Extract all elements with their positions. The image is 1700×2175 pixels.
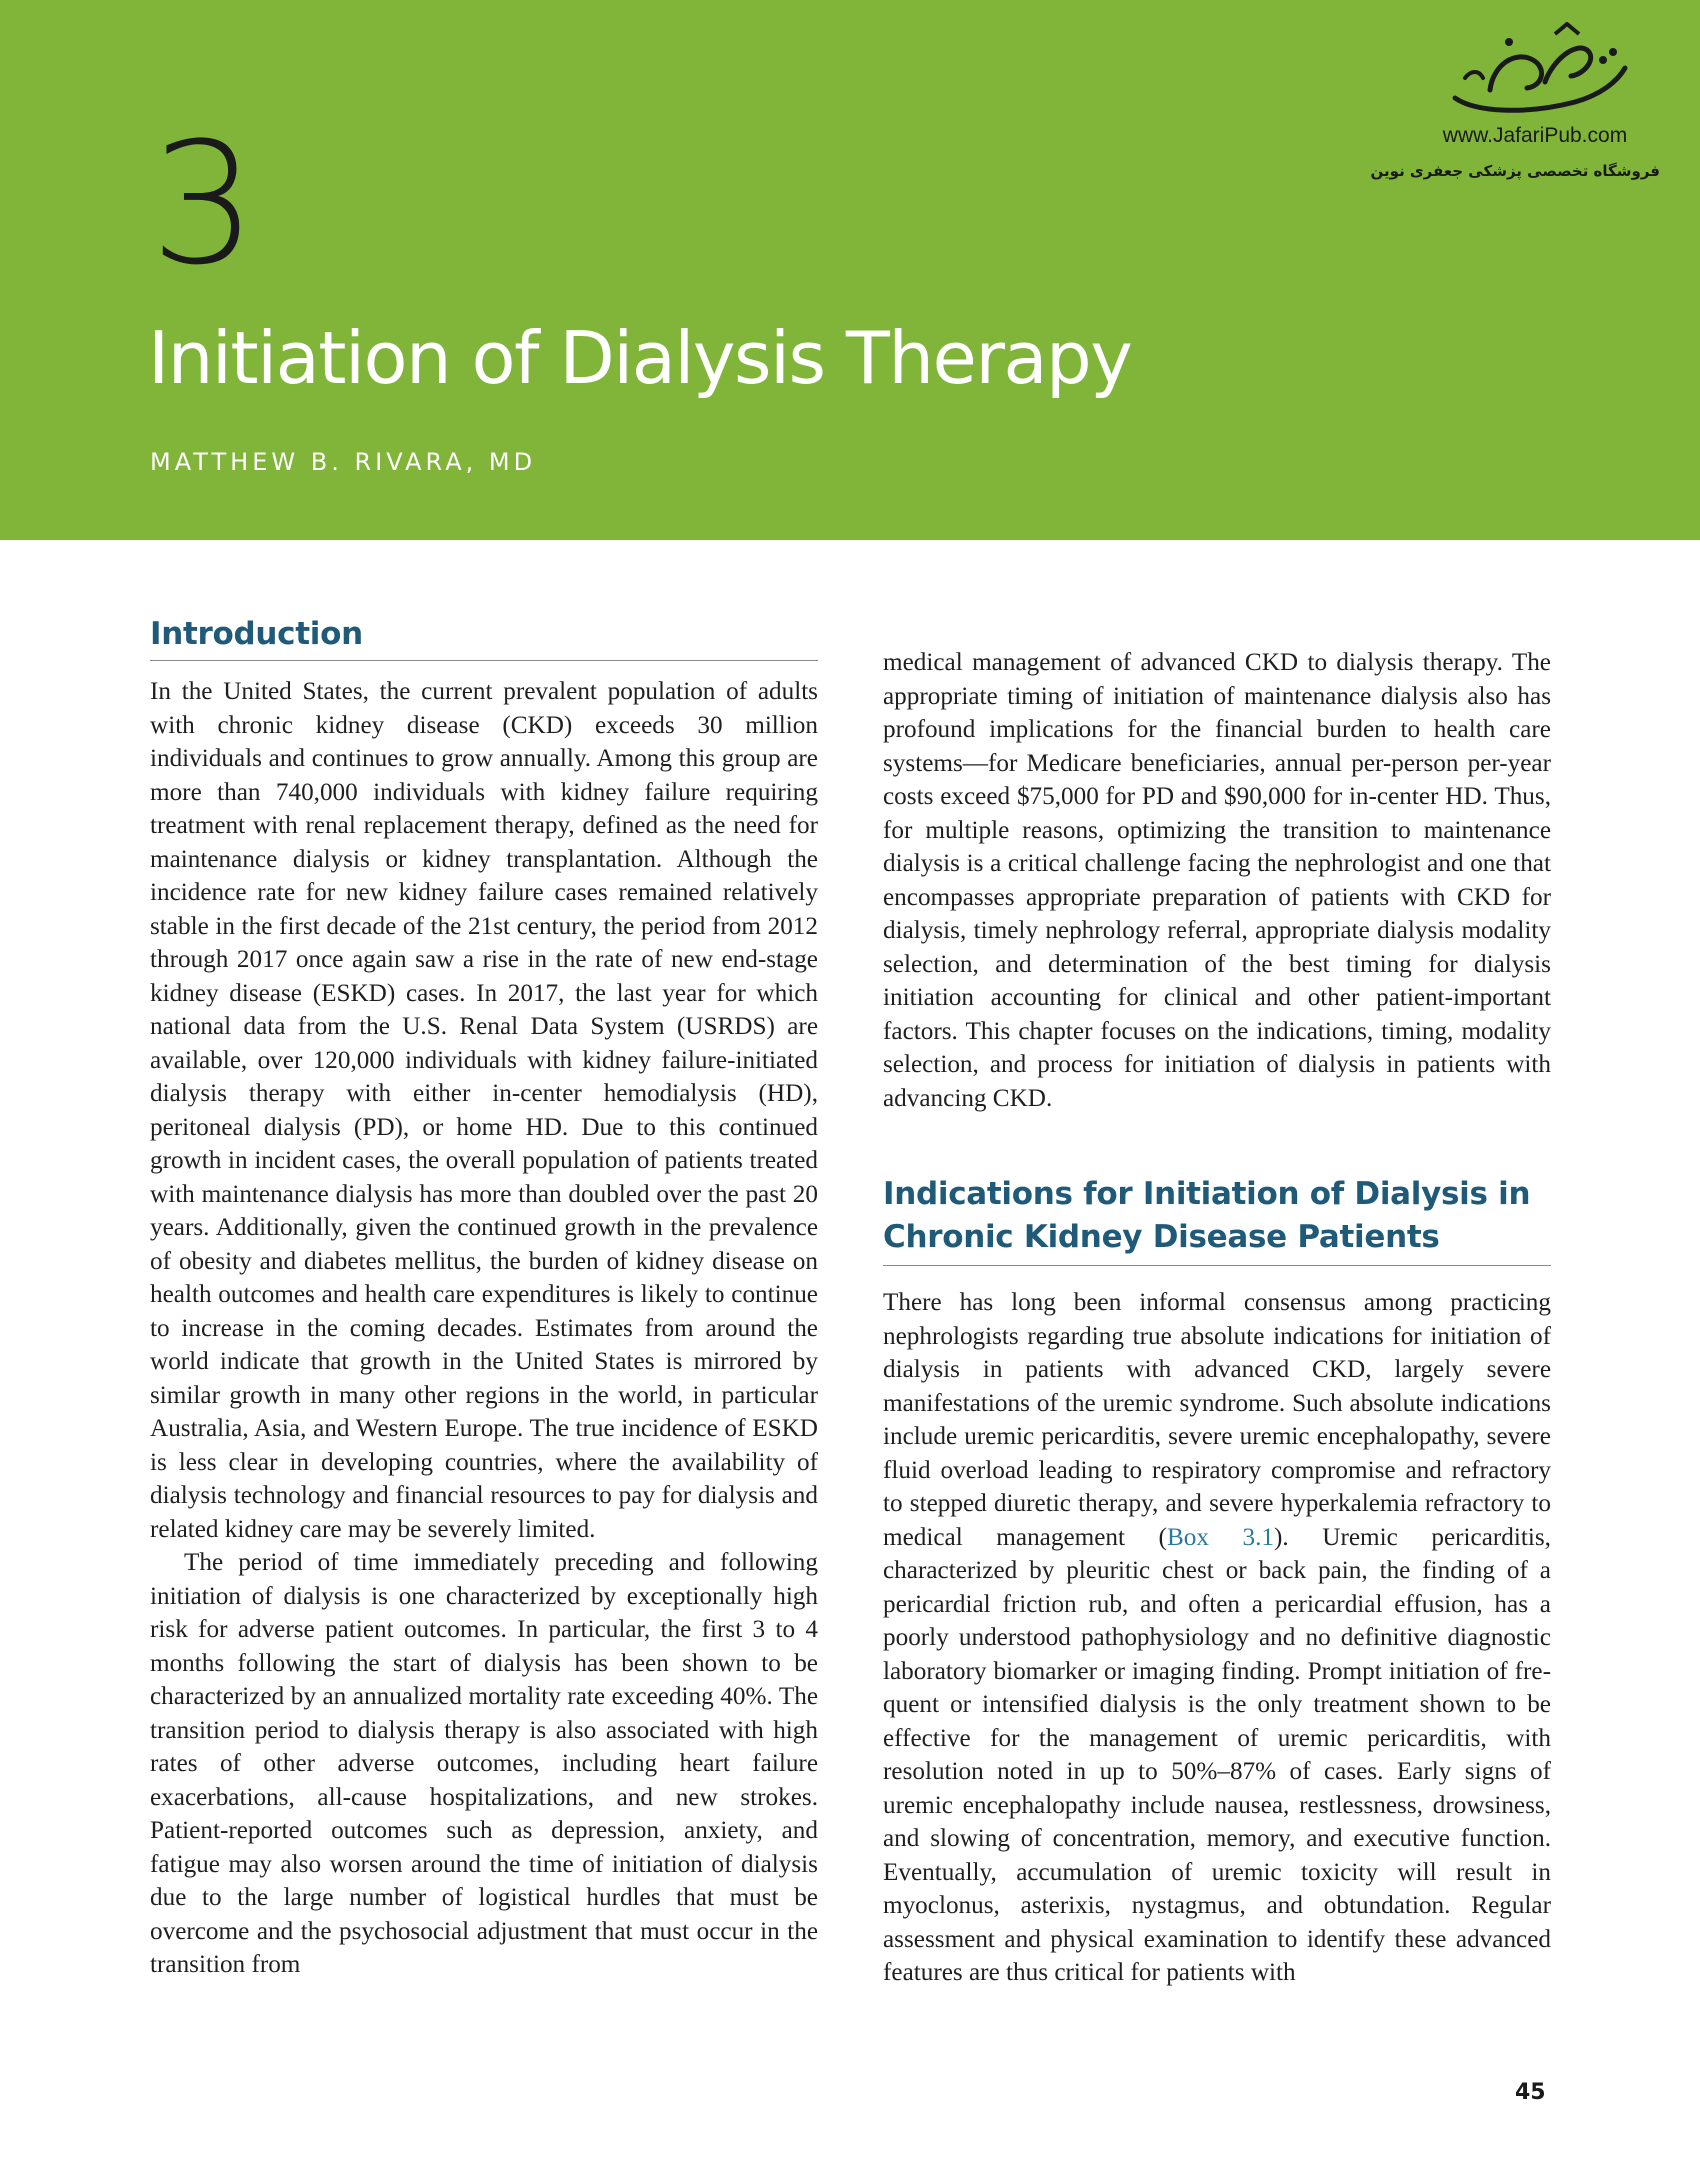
publisher-logo-icon [1435,20,1635,120]
box-3-1-link[interactable]: Box 3.1 [1166,1523,1275,1551]
intro-paragraph-2: The period of time immediately preceding and following initiation of dialysis is one characterized by exceptionally high risk for adverse patient outcomes. In particular, the first 3 to 4 months following the start of dialysis has been shown to be characterized by an annualized mortality rate exceeding 40%. The transition period to dialysis therapy is also associated with high rates of other adverse outcomes, including heart failure exacerbations, all-cause hospitalizations, and new strokes. Patient-reported outcomes such as depression, anxiety, and fatigue may also worsen around the time of initiation of dialysis due to the large number of logistical hurdles that must be overcome and the psychosocial adjustment that must occur in the transition from [150,1549,818,1978]
indications-paragraph-1 [883,1286,1551,1990]
intro-paragraph-continued: medical management of advanced CKD to dialysis therapy. The appropriate timing of initiation of maintenance dialysis also has profound implications for the financial burden to health care systems—for Medicare beneficiaries, annual per-person per-year costs exceed $75,000 for PD and $90,000 for in-center HD. Thus, for multiple reasons, optimizing the transition to maintenance dialysis is a critical challenge facing the nephrologist and one that encompasses appropriate preparation of patients with CKD for dialysis, timely nephrology referral, appropriate dialysis modality selection, and determination of the best timing for dialysis initiation accounting for clinical and other patient-important factors. This chapter focuses on the indications, timing, modality selection, and process for initiation of dialysis in patients with advancing CKD. [883,649,1551,1112]
right-column [883,646,1551,1990]
publisher-tagline: فروشگاه تخصصی پزشکی جعفری نوین [1370,162,1660,180]
page-number: 45 [1515,2080,1546,2105]
intro-paragraph-1: In the United States, the current prevalent population of adults with chronic kidney disease (CKD) exceeds 30 million individuals and continues to grow annually. Among this group are more than 740,000 individuals with kidney failure requiring treatment with renal replacement therapy, defined as the need for maintenance dialysis or kidney transplantation. Although the incidence rate for new kidney failure cases remained relatively stable in the first decade of the 21st century, the period from 2012 through 2017 once again saw a rise in the rate of new end-stage kidney disease (ESKD) cases. In 2017, the last year for which national data from the U.S. Renal Data System (USRDS) are available, over 120,000 individuals with kidney failure-initiated dialysis therapy with either in-center hemodialysis (HD), peritoneal dialysis (PD), or home HD. Due to this continued growth in incident cases, the overall population of patients treated with maintenance dialysis has more than doubled over the past 20 years. Additionally, given the continued growth in the prevalence of obesity and diabetes mellitus, the burden of kidney disease on health outcomes and health care expenditures is likely to continue to increase in the coming decades. Estimates from around the world indicate that growth in the United States is mirrored by similar growth in many other regions in the world, in particular Australia, Asia, and Western Europe. The true incidence of ESKD is less clear in developing countries, where the availability of dialysis technology and financial resources to pay for dialysis and related kidney care may be severely limited. [150,678,818,1543]
chapter-title: Initiation of Dialysis Therapy [148,316,1132,400]
indications-heading: Indications for Initiation of Dialysis in Chronic Kidney Disease Patients [883,1173,1551,1266]
author-name: MATTHEW B. RIVARA, MD [150,448,537,476]
introduction-heading: Introduction [150,613,818,661]
left-column [150,613,818,1982]
indications-text-before-ref: There has long been informal consensus among practicing nephrologists regarding true absolute indications for initiation of dialysis in patients with advanced CKD, largely severe manifestations of the uremic syndrome. Such absolute indications include uremic pericarditis, severe uremic encephalopathy, severe fluid overload leading to respiratory compromise and refractory to stepped diuretic therapy, and severe hyperkalemia refractory to medical management ( [883,1289,1551,1551]
publisher-url: www.JafariPub.com [1442,124,1628,147]
indications-text-after-ref: ). Uremic pericarditis, characterized by pleuritic chest or back pain, the finding of a pericardial friction rub, and often a pericardial effusion, has a poorly understood pathophysiology and no definitive diagnostic laboratory biomarker or imaging finding. Prompt initiation of frequent or intensified dialysis is the only treatment shown to be effective for the management of uremic pericarditis, with resolution noted in up to 50%–87% of cases. Early signs of uremic encephalopathy include nausea, restlessness, drowsiness, and slowing of concentration, memory, and executive function. Eventually, accumulation of uremic toxicity will result in myoclonus, asterixis, nystagmus, and obtundation. Regular assessment and physical examination to identify these advanced features are thus critical for patients with [883,1523,1551,1986]
chapter-number: 3 [150,106,255,302]
publisher-logo [1370,20,1660,190]
chapter-banner [0,0,1700,540]
